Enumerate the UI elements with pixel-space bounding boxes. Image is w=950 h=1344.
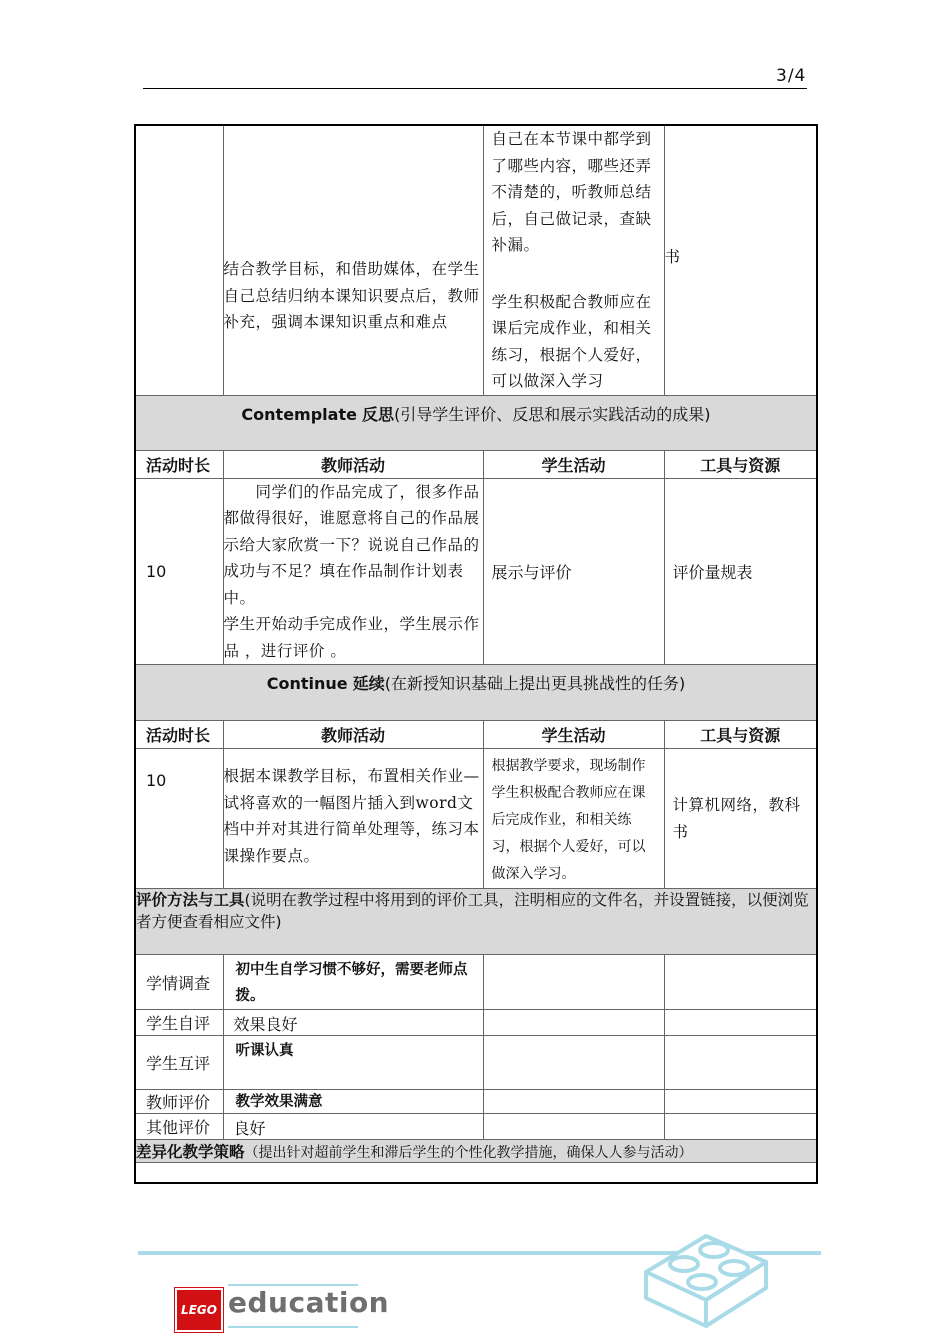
- eval-row-3: [135, 1036, 817, 1090]
- contemplate-row: [135, 478, 817, 665]
- col-student: 学生活动: [483, 450, 664, 478]
- eval-row-4: [135, 1090, 817, 1114]
- duration-cell-empty: [135, 125, 223, 395]
- differentiation-body: [135, 1163, 817, 1183]
- page-number: 3/4: [776, 66, 807, 86]
- contemplate-section-header: [135, 395, 817, 450]
- continue-title-cn: 延续: [352, 674, 385, 693]
- col-tools: 工具与资源: [664, 721, 817, 749]
- differentiation-title: 差异化教学策略: [136, 1143, 245, 1161]
- continue-column-headers: [135, 721, 817, 749]
- lego-logo: LEGO: [175, 1288, 223, 1332]
- continue-section-header: [135, 665, 817, 721]
- lego-brick-icon: [636, 1222, 776, 1332]
- differentiation-header: [135, 1140, 817, 1163]
- col-teacher: 教师活动: [223, 721, 483, 749]
- eval-row-5: [135, 1114, 817, 1140]
- col-student: 学生活动: [483, 721, 664, 749]
- summary-student-text-1: 自己在本节课中都学到了哪些内容，哪些还弄不清楚的，听教师总结后，自己做记录，查缺补漏。: [491, 130, 652, 254]
- eval-label: 学情调查: [135, 955, 223, 1010]
- education-wordmark: education: [228, 1286, 390, 1319]
- wordmark-rule-bottom: [228, 1326, 358, 1328]
- lesson-table: [134, 124, 818, 1184]
- eval-label: 其他评价: [135, 1114, 223, 1140]
- contemplate-title-en: Contemplate: [241, 404, 357, 424]
- evaluation-note: (说明在教学过程中将用到的评价工具，注明相应的文件名，并设置链接，以便浏览者方便查看相应文件): [136, 891, 809, 931]
- continue-row: [135, 749, 817, 889]
- contemplate-title-cn: 反思: [362, 404, 395, 424]
- contemplate-teacher-text: 同学们的作品完成了，很多作品都做得很好，谁愿意将自己的作品展示给大家欣赏一下？说说自己作品的成功与不足？填在作品制作计划表中。: [223, 482, 480, 607]
- col-tools: 工具与资源: [664, 450, 817, 478]
- summary-student-cell: [483, 125, 664, 395]
- eval-row-2: [135, 1010, 817, 1036]
- summary-student-text-2: 学生积极配合教师应在课后完成作业，和相关练习，根据个人爱好，可以做深入学习: [491, 292, 652, 390]
- col-teacher: 教师活动: [223, 450, 483, 478]
- summary-tools-cell: 书: [664, 125, 817, 395]
- summary-teacher-cell: 结合教学目标，和借助媒体，在学生自己总结归纳本课知识要点后，教师补充，强调本课知识重点和难点: [223, 125, 483, 395]
- contemplate-duration: 10: [135, 478, 223, 665]
- contemplate-column-headers: [135, 450, 817, 478]
- contemplate-note: (引导学生评价、反思和展示实践活动的成果): [394, 404, 711, 424]
- continue-note: (在新授知识基础上提出更具挑战性的任务): [384, 674, 686, 693]
- eval-label: 学生自评: [135, 1010, 223, 1036]
- eval-value: 听课认真: [223, 1036, 483, 1090]
- continue-tools: 计算机网络，教科书: [664, 749, 817, 889]
- evaluation-title: 评价方法与工具: [136, 891, 245, 909]
- eval-value: 效果良好: [223, 1010, 483, 1036]
- summary-row: [135, 125, 817, 395]
- col-duration: 活动时长: [135, 721, 223, 749]
- contemplate-teacher-text-2: 学生开始动手完成作业，学生展示作品 ，进行评价 。: [223, 615, 480, 660]
- col-duration: 活动时长: [135, 450, 223, 478]
- wordmark-rule-top: [228, 1284, 358, 1286]
- continue-duration: 10: [135, 749, 223, 889]
- continue-teacher: 根据本课教学目标，布置相关作业—试将喜欢的一幅图片插入到word文档中并对其进行简单处理等，练习本课操作要点。: [223, 749, 483, 889]
- eval-label: 学生互评: [135, 1036, 223, 1090]
- differentiation-note: （提出针对超前学生和滞后学生的个性化教学措施，确保人人参与活动）: [244, 1145, 693, 1161]
- evaluation-header: [135, 889, 817, 955]
- contemplate-tools: 评价量规表: [664, 478, 817, 665]
- eval-value: 教学效果满意: [223, 1090, 483, 1114]
- continue-title-en: Continue: [266, 674, 348, 693]
- contemplate-student: 展示与评价: [483, 478, 664, 665]
- eval-value: 初中生自学习惯不够好，需要老师点拨。: [223, 955, 483, 1010]
- eval-label: 教师评价: [135, 1090, 223, 1114]
- continue-student: 根据教学要求，现场制作学生积极配合教师应在课后完成作业，和相关练习，根据个人爱好，可以做深入学习。: [483, 749, 664, 889]
- eval-value: 良好: [223, 1114, 483, 1140]
- contemplate-teacher-cell: [223, 478, 483, 665]
- header-rule: [143, 88, 807, 89]
- eval-row-1: [135, 955, 817, 1010]
